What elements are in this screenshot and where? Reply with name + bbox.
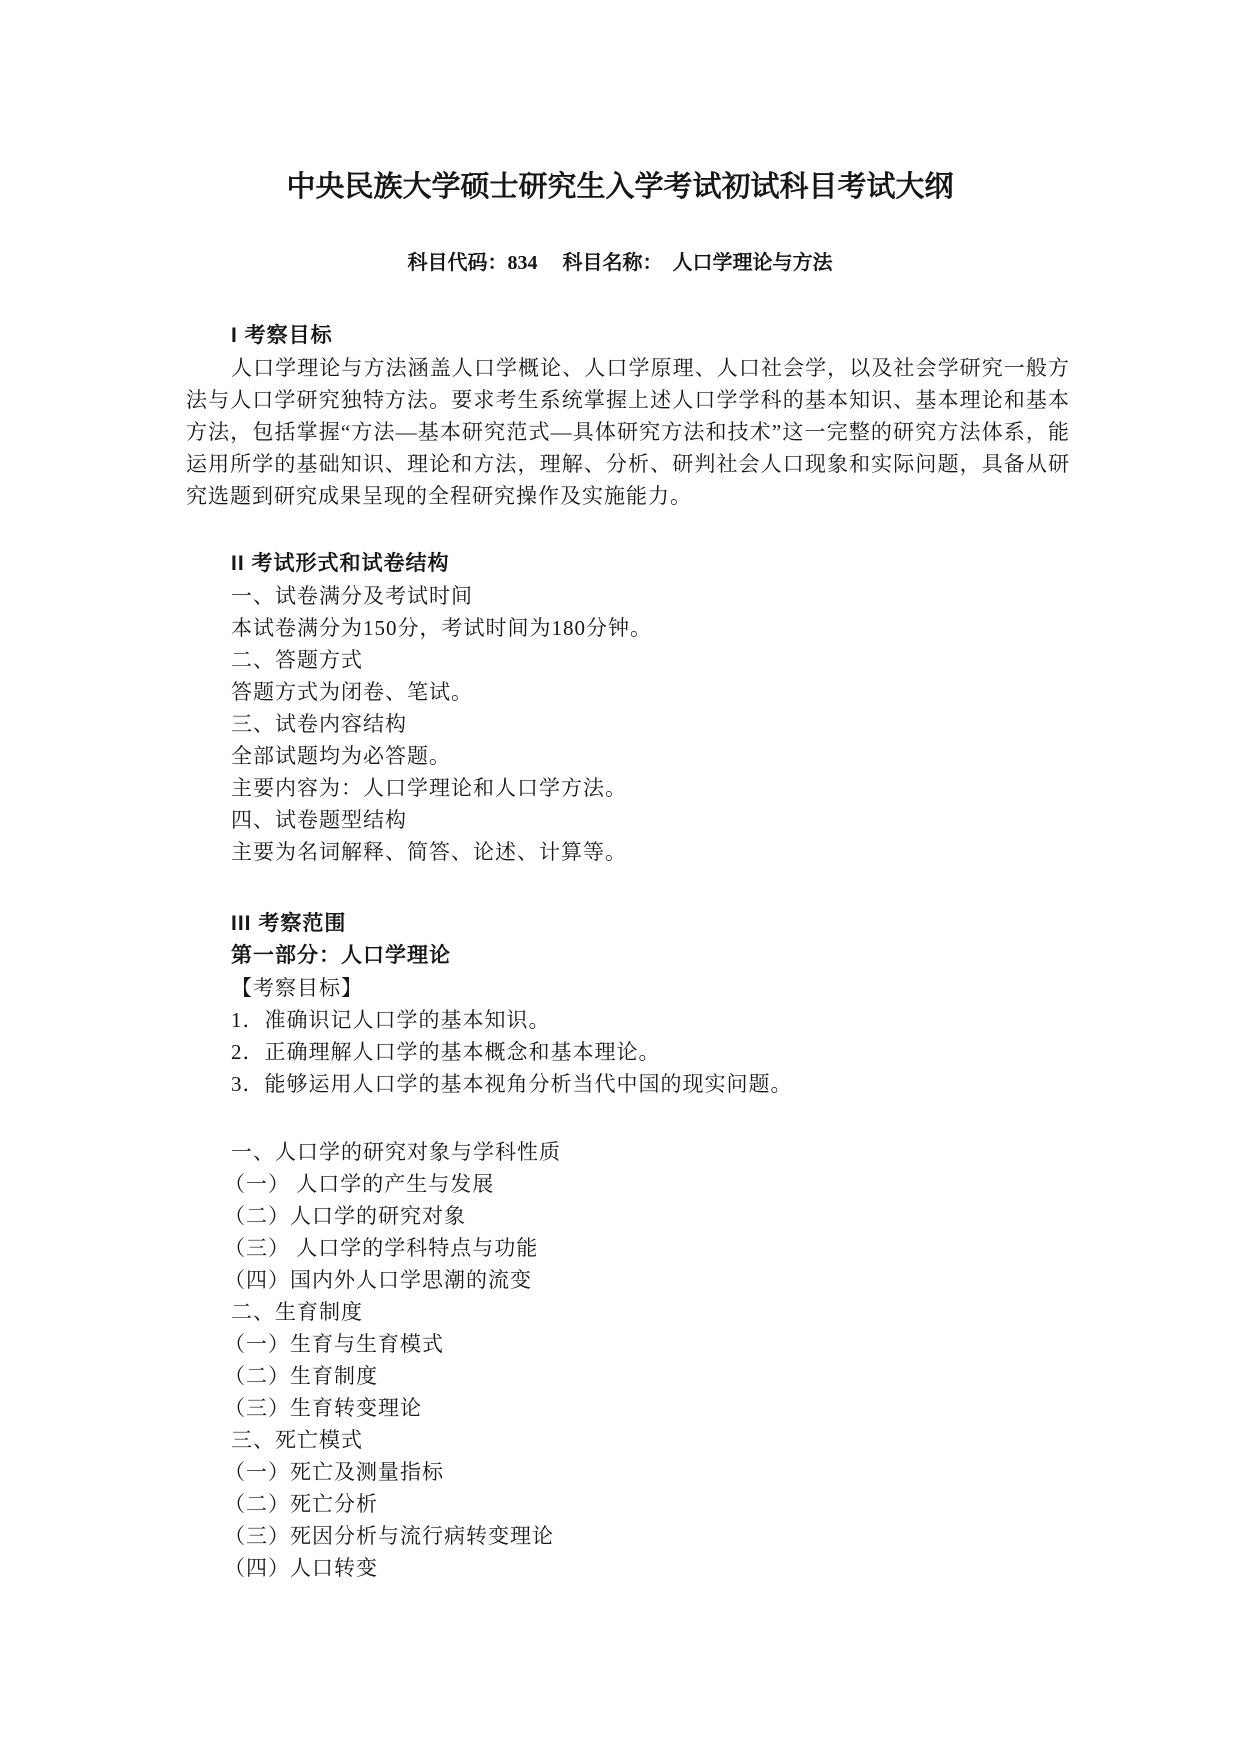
goals-subheading: 【考察目标】 [231, 976, 363, 1000]
outline-line: （二）人口学的研究对象 [224, 1204, 466, 1228]
outline-line: （三）生育转变理论 [224, 1396, 422, 1420]
outline-line: （一）生育与生育模式 [224, 1332, 444, 1356]
outline-line: （二）生育制度 [224, 1364, 378, 1388]
goal-line: 1．准确识记人口学的基本知识。 [231, 1008, 551, 1032]
objectives-paragraph: 人口学理论与方法涵盖人口学概论、人口学原理、人口社会学，以及社会学研究一般方法与人口学研究独特方法。要求考生系统掌握上述人口学学科的基本知识、基本理论和基本方法，包括掌握“方法—基本研究范式—具体研究方法和技术”这一完整的研究方法体系，能运用所学的基础知识、理论和方法，理解、分析、研判社会人口现象和实际问题，具备从研究选题到研究成果呈现的全程研究操作及实施能力。 [186, 356, 1070, 508]
outline-line: （三） 人口学的学科特点与功能 [224, 1236, 539, 1260]
document-body [186, 320, 1070, 1584]
exam-format-line: 三、试卷内容结构 [231, 712, 407, 736]
outline-line: 二、生育制度 [231, 1300, 363, 1324]
exam-format-line: 主要内容为：人口学理论和人口学方法。 [231, 776, 627, 800]
outline-lines [186, 1136, 1070, 1584]
goal-line: 3．能够运用人口学的基本视角分析当代中国的现实问题。 [231, 1072, 793, 1096]
outline-line: （三）死因分析与流行病转变理论 [224, 1524, 554, 1548]
section-heading-exam-format: II 考试形式和试卷结构 [231, 552, 450, 575]
outline-line: （一） 人口学的产生与发展 [224, 1172, 495, 1196]
exam-format-line: 本试卷满分为150分，考试时间为180分钟。 [231, 616, 652, 640]
exam-format-line: 一、试卷满分及考试时间 [231, 584, 473, 608]
outline-line: 一、人口学的研究对象与学科性质 [231, 1140, 561, 1164]
outline-line: 三、死亡模式 [231, 1428, 363, 1452]
exam-format-line: 答题方式为闭卷、笔试。 [231, 680, 473, 704]
subject-code-and-name: 科目代码：834 科目名称： 人口学理论与方法 [407, 252, 833, 274]
exam-format-line: 四、试卷题型结构 [231, 808, 407, 832]
page-title: 中央民族大学硕士研究生入学考试初试科目考试大纲 [286, 171, 954, 203]
section-heading-scope: III 考察范围 [231, 912, 347, 935]
exam-format-line: 全部试题均为必答题。 [231, 744, 451, 768]
section-heading-objectives: I 考察目标 [231, 324, 333, 347]
goal-lines [186, 1004, 1070, 1100]
exam-format-line: 主要为名词解释、简答、论述、计算等。 [231, 840, 627, 864]
exam-format-line: 二、答题方式 [231, 648, 363, 672]
outline-line: （二）死亡分析 [224, 1492, 378, 1516]
part1-heading: 第一部分：人口学理论 [231, 944, 451, 967]
outline-line: （四）人口转变 [224, 1556, 378, 1580]
outline-line: （一）死亡及测量指标 [224, 1460, 444, 1484]
goal-line: 2．正确理解人口学的基本概念和基本理论。 [231, 1040, 661, 1064]
outline-line: （四）国内外人口学思潮的流变 [224, 1268, 532, 1292]
exam-format-lines [186, 580, 1070, 868]
